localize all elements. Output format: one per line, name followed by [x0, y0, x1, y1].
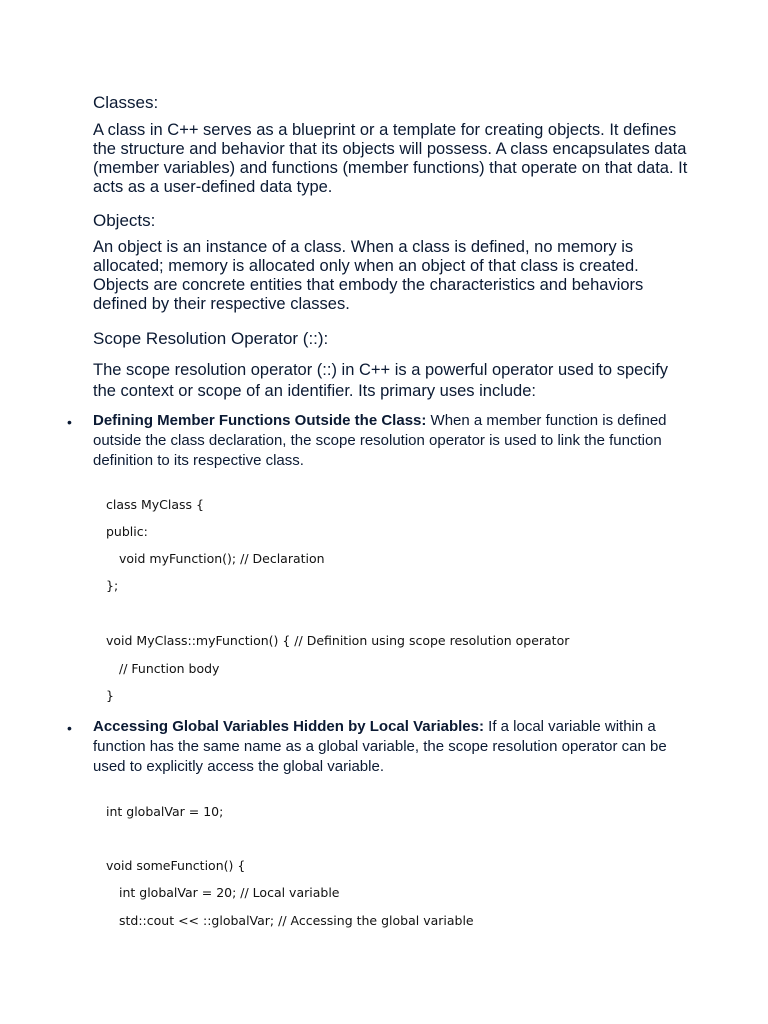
heading-classes: Classes: — [93, 93, 159, 112]
code-line: void MyClass::myFunction() { // Definition using scope resolution operator — [106, 633, 570, 648]
paragraph-scope-resolution: The scope resolution operator (::) in C++ is a powerful operator used to specify the context or scope of an identifier. Its primary uses include: — [93, 361, 669, 400]
bullet-title: Accessing Global Variables Hidden by Local Variables: — [93, 718, 484, 735]
bullet-marker: • — [67, 414, 72, 430]
bullet-title: Defining Member Functions Outside the Class: — [93, 412, 427, 429]
code-line: void myFunction(); // Declaration — [119, 551, 325, 566]
code-line: std::cout << ::globalVar; // Accessing the global variable — [119, 913, 474, 928]
bullet-text: When a member function is defined outside the class declaration, the scope resolution operator is used to link the function definition to its respective class. — [93, 412, 667, 469]
bullet-text: If a local variable within a function has the same name as a global variable, the scope resolution operator can be used to explicitly access the global variable. — [93, 718, 667, 775]
code-line: // Function body — [119, 661, 220, 676]
code-line: public: — [106, 524, 148, 539]
paragraph-objects: An object is an instance of a class. When a class is defined, no memory is allocated; memory is allocated only when an object of that class is created. Objects are concrete entities that embody the characteristics and behaviors defined by their respective classes. — [93, 238, 644, 313]
bullet-marker: • — [67, 720, 72, 736]
code-line: int globalVar = 10; — [106, 804, 224, 819]
heading-scope-resolution: Scope Resolution Operator (::): — [93, 329, 329, 348]
code-line: void someFunction() { — [106, 858, 246, 873]
code-line: } — [106, 688, 114, 703]
paragraph-classes: A class in C++ serves as a blueprint or a template for creating objects. It defines the structure and behavior that its objects will possess. A class encapsulates data (member variables) and functions (member functions) that operate on that data. It acts as a user-defined data type. — [93, 121, 688, 196]
bullet-item-global-variables — [93, 717, 683, 777]
code-line: int globalVar = 20; // Local variable — [119, 885, 340, 900]
code-line: class MyClass { — [106, 497, 204, 512]
bullet-item-member-functions — [93, 411, 683, 471]
code-line: }; — [106, 578, 119, 593]
heading-objects: Objects: — [93, 211, 156, 230]
